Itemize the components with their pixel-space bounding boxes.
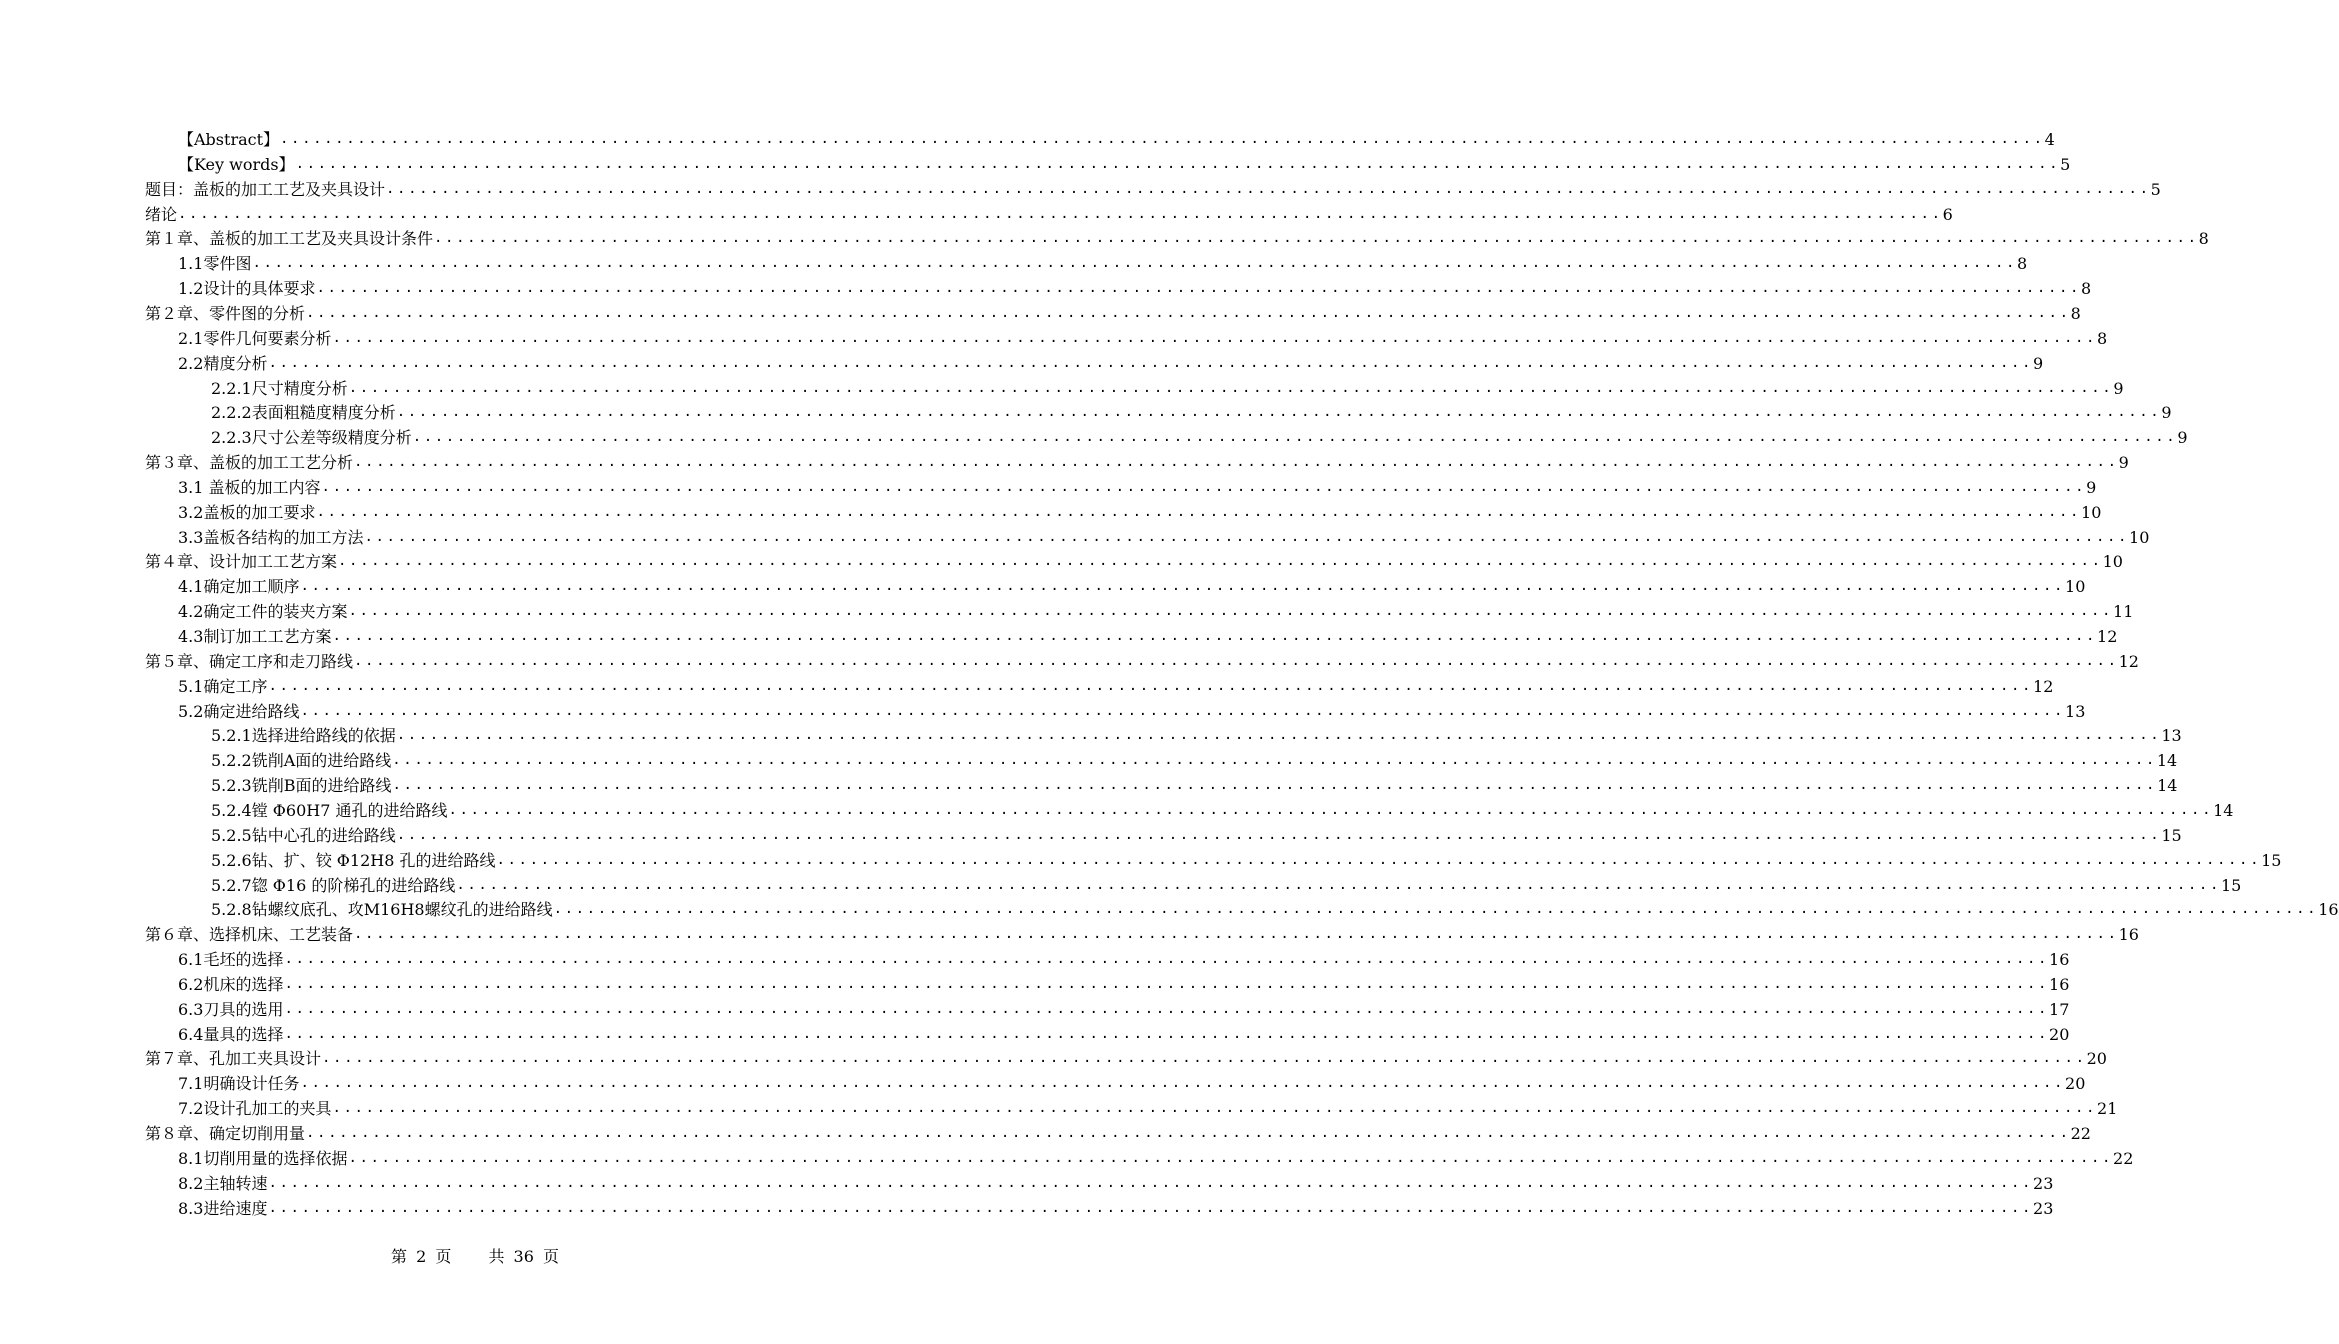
toc-entry-title: 第１章、盖板的加工工艺及夹具设计条件 bbox=[145, 229, 434, 249]
toc-entry[interactable] bbox=[178, 698, 2086, 722]
toc-entry[interactable] bbox=[145, 921, 2139, 945]
toc-entry[interactable] bbox=[211, 797, 2234, 821]
toc-entry-page: 17 bbox=[2049, 999, 2070, 1019]
toc-entry-page: 23 bbox=[2033, 1173, 2054, 1193]
toc-entry-page: 22 bbox=[2113, 1148, 2134, 1168]
toc-entry-page: 13 bbox=[2065, 701, 2086, 721]
toc-entry[interactable] bbox=[178, 573, 2086, 597]
toc-entry[interactable] bbox=[145, 176, 2161, 200]
toc-entry-title: 2.2.1尺寸精度分析 bbox=[211, 378, 348, 398]
toc-dot-leader: ................................................................................................................................................................ bbox=[321, 478, 2087, 495]
toc-dot-leader: ................................................................................................................................................................ bbox=[306, 1125, 2071, 1141]
toc-dot-leader: ................................................................................................................................................................ bbox=[268, 1174, 2034, 1191]
toc-entry-title: 第８章、确定切削用量 bbox=[145, 1124, 306, 1143]
toc-entry-title: 【Key words】 bbox=[178, 154, 295, 174]
toc-entry-title: 4.2确定工件的装夹方案 bbox=[178, 602, 348, 622]
toc-dot-leader: ................................................................................................................................................................ bbox=[300, 578, 2066, 595]
toc-entry-page: 15 bbox=[2161, 825, 2182, 845]
toc-entry[interactable] bbox=[145, 449, 2129, 473]
toc-entry-title: 3.3盖板各结构的加工方法 bbox=[178, 527, 364, 547]
toc-entry-title: 7.1明确设计任务 bbox=[178, 1074, 300, 1094]
toc-entry[interactable] bbox=[145, 648, 2139, 672]
toc-dot-leader: ................................................................................................................................................................ bbox=[284, 1000, 2050, 1017]
toc-entry-title: 2.2.2表面粗糙度精度分析 bbox=[211, 403, 396, 423]
toc-entry-page: 12 bbox=[2118, 651, 2139, 671]
toc-entry-page: 16 bbox=[2049, 974, 2070, 994]
toc-entry-title: 5.2确定进给路线 bbox=[178, 701, 300, 721]
toc-entry[interactable] bbox=[178, 598, 2134, 622]
toc-entry-title: 2.1零件几何要素分析 bbox=[178, 328, 332, 348]
toc-entry-page: 9 bbox=[2161, 403, 2172, 423]
toc-entry-title: 1.1零件图 bbox=[178, 254, 252, 274]
toc-dot-leader: ................................................................................................................................................................ bbox=[178, 205, 1943, 222]
toc-entry[interactable] bbox=[178, 474, 2097, 498]
toc-entry-title: 6.4量具的选择 bbox=[178, 1024, 284, 1044]
toc-entry[interactable] bbox=[178, 996, 2070, 1020]
toc-entry[interactable] bbox=[178, 499, 2102, 523]
toc-entry-page: 15 bbox=[2261, 850, 2282, 870]
toc-entry[interactable] bbox=[211, 822, 2182, 846]
toc-entry[interactable] bbox=[178, 1070, 2086, 1094]
toc-entry-title: 绪论 bbox=[145, 204, 178, 224]
toc-entry-page: 12 bbox=[2033, 676, 2054, 696]
toc-entry-title: 8.2主轴转速 bbox=[178, 1173, 268, 1193]
toc-entry[interactable] bbox=[178, 1145, 2134, 1169]
toc-entry[interactable] bbox=[178, 524, 2150, 548]
toc-entry[interactable] bbox=[178, 673, 2054, 697]
toc-dot-leader: ................................................................................................................................................................ bbox=[456, 876, 2221, 893]
toc-entry-title: 5.2.1选择进给路线的依据 bbox=[211, 726, 396, 746]
toc-entry-title: 5.2.4镗 Φ60H7 通孔的进给路线 bbox=[211, 800, 448, 820]
toc-entry-title: 5.1确定工序 bbox=[178, 676, 268, 696]
toc-entry-title: 6.1毛坯的选择 bbox=[178, 950, 284, 970]
toc-entry[interactable] bbox=[178, 250, 2028, 274]
toc-dot-leader: ................................................................................................................................................................ bbox=[284, 951, 2050, 968]
toc-dot-leader: ................................................................................................................................................................ bbox=[392, 777, 2158, 794]
toc-entry-title: 7.2设计孔加工的夹具 bbox=[178, 1099, 332, 1119]
toc-entry-page: 5 bbox=[2150, 179, 2161, 199]
toc-entry-page: 22 bbox=[2070, 1124, 2091, 1143]
toc-dot-leader: ................................................................................................................................................................ bbox=[338, 553, 2103, 570]
toc-dot-leader: ................................................................................................................................................................ bbox=[434, 230, 2199, 247]
toc-dot-leader: ................................................................................................................................................................ bbox=[386, 180, 2151, 197]
toc-entry-page: 8 bbox=[2017, 254, 2028, 274]
toc-entry-page: 9 bbox=[2118, 453, 2129, 473]
toc-entry-page: 11 bbox=[2113, 602, 2134, 622]
toc-dot-leader: ................................................................................................................................................................ bbox=[354, 652, 2119, 669]
toc-entry[interactable] bbox=[145, 300, 2081, 324]
toc-dot-leader: ................................................................................................................................................................ bbox=[354, 926, 2119, 943]
toc-entry-title: 8.1切削用量的选择依据 bbox=[178, 1148, 348, 1168]
toc-entry[interactable] bbox=[178, 1170, 2054, 1194]
toc-entry-title: 5.2.5钻中心孔的进给路线 bbox=[211, 825, 396, 845]
toc-entry[interactable] bbox=[211, 772, 2178, 796]
toc-entry-page: 10 bbox=[2065, 577, 2086, 597]
toc-entry[interactable] bbox=[211, 896, 2339, 920]
toc-entry[interactable] bbox=[178, 946, 2070, 970]
toc-entry-page: 13 bbox=[2161, 726, 2182, 746]
toc-dot-leader: ................................................................................................................................................................ bbox=[332, 628, 2098, 644]
toc-dot-leader: ................................................................................................................................................................ bbox=[295, 155, 2061, 172]
toc-entry-title: 第５章、确定工序和走刀路线 bbox=[145, 651, 354, 671]
toc-dot-leader: ................................................................................................................................................................ bbox=[448, 801, 2214, 818]
toc-entry-title: 2.2.3尺寸公差等级精度分析 bbox=[211, 428, 412, 448]
toc-entry-page: 21 bbox=[2097, 1099, 2118, 1119]
toc-entry-title: 第４章、设计加工工艺方案 bbox=[145, 552, 338, 572]
toc-entry-title: 5.2.3铣削B面的进给路线 bbox=[211, 776, 392, 796]
toc-entry-title: 第３章、盖板的加工工艺分析 bbox=[145, 453, 354, 473]
toc-entry-page: 9 bbox=[2177, 428, 2188, 448]
toc-dot-leader: ................................................................................................................................................................ bbox=[268, 354, 2034, 371]
toc-entry-title: 5.2.2铣削A面的进给路线 bbox=[211, 751, 392, 771]
toc-entry[interactable] bbox=[178, 971, 2070, 995]
toc-entry[interactable] bbox=[145, 1045, 2107, 1069]
toc-entry-title: 8.3进给速度 bbox=[178, 1198, 268, 1218]
toc-entry-title: 5.2.7锪 Φ16 的阶梯孔的进给路线 bbox=[211, 875, 456, 895]
toc-dot-leader: ................................................................................................................................................................ bbox=[252, 255, 2018, 272]
toc-entry[interactable] bbox=[211, 722, 2182, 746]
toc-dot-leader: ................................................................................................................................................................ bbox=[392, 752, 2157, 769]
toc-entry-page: 16 bbox=[2049, 950, 2070, 970]
page-total: 共 36 页 bbox=[488, 1247, 559, 1266]
toc-dot-leader: ................................................................................................................................................................ bbox=[348, 379, 2114, 396]
toc-entry[interactable] bbox=[145, 201, 1953, 225]
toc-entry[interactable] bbox=[178, 325, 2108, 349]
toc-dot-leader: ................................................................................................................................................................ bbox=[348, 1149, 2114, 1166]
toc-dot-leader: ................................................................................................................................................................ bbox=[284, 1025, 2050, 1042]
toc-entry-page: 9 bbox=[2086, 477, 2097, 497]
toc-entry-page: 20 bbox=[2065, 1074, 2086, 1094]
toc-entry-page: 12 bbox=[2097, 627, 2118, 646]
toc-entry-title: 4.1确定加工顺序 bbox=[178, 577, 300, 597]
toc-dot-leader: ................................................................................................................................................................ bbox=[364, 528, 2130, 545]
page-number: 第 2 页 bbox=[391, 1247, 452, 1266]
toc-entry-title: 第７章、孔加工夹具设计 bbox=[145, 1049, 322, 1069]
toc-dot-leader: ................................................................................................................................................................ bbox=[332, 1100, 2098, 1117]
toc-dot-leader: ................................................................................................................................................................ bbox=[496, 851, 2262, 868]
toc-dot-leader: ................................................................................................................................................................ bbox=[553, 901, 2319, 918]
toc-entry[interactable] bbox=[178, 126, 2055, 150]
toc-entry-title: 1.2设计的具体要求 bbox=[178, 279, 316, 299]
toc-entry[interactable] bbox=[211, 424, 2188, 448]
toc-entry-page: 10 bbox=[2129, 527, 2150, 547]
toc-entry-page: 6 bbox=[1942, 204, 1953, 224]
toc-dot-leader: ................................................................................................................................................................ bbox=[348, 603, 2114, 620]
toc-dot-leader: ................................................................................................................................................................ bbox=[396, 727, 2162, 744]
toc-entry-title: 5.2.6钻、扩、铰 Φ12H8 孔的进给路线 bbox=[211, 850, 496, 870]
toc-dot-leader: ................................................................................................................................................................ bbox=[268, 1199, 2034, 1216]
toc-entry[interactable] bbox=[211, 747, 2178, 771]
toc-dot-leader: ................................................................................................................................................................ bbox=[396, 826, 2162, 843]
toc-dot-leader: ................................................................................................................................................................ bbox=[300, 702, 2066, 719]
toc-entry[interactable] bbox=[211, 847, 2282, 871]
toc-entry[interactable] bbox=[211, 399, 2172, 423]
toc-entry-page: 10 bbox=[2102, 552, 2123, 572]
toc-entry-title: 第６章、选择机床、工艺装备 bbox=[145, 925, 354, 945]
toc-dot-leader: ................................................................................................................................................................ bbox=[332, 329, 2098, 346]
toc-entry-page: 16 bbox=[2318, 900, 2339, 920]
toc-entry-title: 5.2.8钻螺纹底孔、攻M16H8螺纹孔的进给路线 bbox=[211, 900, 553, 920]
toc-dot-leader: ................................................................................................................................................................ bbox=[316, 280, 2082, 297]
toc-entry[interactable] bbox=[178, 1095, 2118, 1119]
toc-entry-page: 16 bbox=[2118, 925, 2139, 945]
toc-entry-page: 8 bbox=[2198, 229, 2209, 249]
toc-entry[interactable] bbox=[145, 225, 2209, 249]
toc-entry-title: 6.3刀具的选用 bbox=[178, 999, 284, 1019]
toc-entry-page: 5 bbox=[2060, 154, 2071, 174]
toc-entry[interactable] bbox=[178, 350, 2044, 374]
toc-entry-page: 20 bbox=[2086, 1049, 2107, 1069]
toc-dot-leader: ................................................................................................................................................................ bbox=[300, 1075, 2066, 1092]
toc-entry-title: 【Abstract】 bbox=[178, 130, 280, 149]
toc-dot-leader: ................................................................................................................................................................ bbox=[306, 304, 2071, 321]
toc-entry-page: 8 bbox=[2097, 328, 2108, 348]
toc-entry-page: 14 bbox=[2213, 800, 2234, 820]
toc-entry-page: 9 bbox=[2113, 378, 2124, 398]
page-footer bbox=[0, 1244, 950, 1267]
toc-dot-leader: ................................................................................................................................................................ bbox=[412, 429, 2178, 446]
toc-entry-page: 15 bbox=[2220, 875, 2242, 895]
toc-entry-title: 3.1 盖板的加工内容 bbox=[178, 477, 321, 497]
toc-entry-title: 6.2机床的选择 bbox=[178, 974, 284, 994]
toc-entry-title: 第２章、零件图的分析 bbox=[145, 303, 306, 323]
toc-entry[interactable] bbox=[178, 1021, 2070, 1045]
toc-entry-page: 14 bbox=[2157, 776, 2178, 796]
toc-entry[interactable] bbox=[178, 623, 2118, 647]
toc-dot-leader: ................................................................................................................................................................ bbox=[396, 404, 2162, 421]
toc-entry[interactable] bbox=[211, 872, 2242, 896]
toc-entry[interactable] bbox=[211, 375, 2124, 399]
toc-entry-title: 2.2精度分析 bbox=[178, 353, 268, 373]
toc-entry-title: 3.2盖板的加工要求 bbox=[178, 502, 316, 522]
toc-entry[interactable] bbox=[178, 151, 2071, 175]
toc-entry-page: 20 bbox=[2049, 1024, 2070, 1044]
toc-entry-page: 10 bbox=[2081, 502, 2102, 522]
toc-dot-leader: ................................................................................................................................................................ bbox=[268, 677, 2034, 694]
toc-entry-title: 题目：盖板的加工工艺及夹具设计 bbox=[145, 179, 386, 199]
toc-entry-page: 14 bbox=[2156, 751, 2178, 771]
toc-entry[interactable] bbox=[145, 548, 2123, 572]
toc-dot-leader: ................................................................................................................................................................ bbox=[322, 1050, 2087, 1067]
toc-entry[interactable] bbox=[178, 275, 2092, 299]
toc-dot-leader: ................................................................................................................................................................ bbox=[354, 454, 2119, 471]
toc-entry[interactable] bbox=[145, 1120, 2091, 1144]
toc-dot-leader: ................................................................................................................................................................ bbox=[280, 131, 2045, 147]
toc-entry-page: 8 bbox=[2070, 303, 2081, 323]
toc-dot-leader: ................................................................................................................................................................ bbox=[284, 975, 2050, 992]
toc-entry-page: 8 bbox=[2081, 279, 2092, 299]
toc-entry-title: 4.3制订加工工艺方案 bbox=[178, 627, 332, 646]
toc-dot-leader: ................................................................................................................................................................ bbox=[316, 503, 2082, 520]
toc-entry-page: 9 bbox=[2033, 353, 2044, 373]
toc-entry[interactable] bbox=[178, 1195, 2054, 1219]
toc-entry-page: 4 bbox=[2044, 130, 2055, 149]
toc-entry-page: 23 bbox=[2033, 1198, 2054, 1218]
